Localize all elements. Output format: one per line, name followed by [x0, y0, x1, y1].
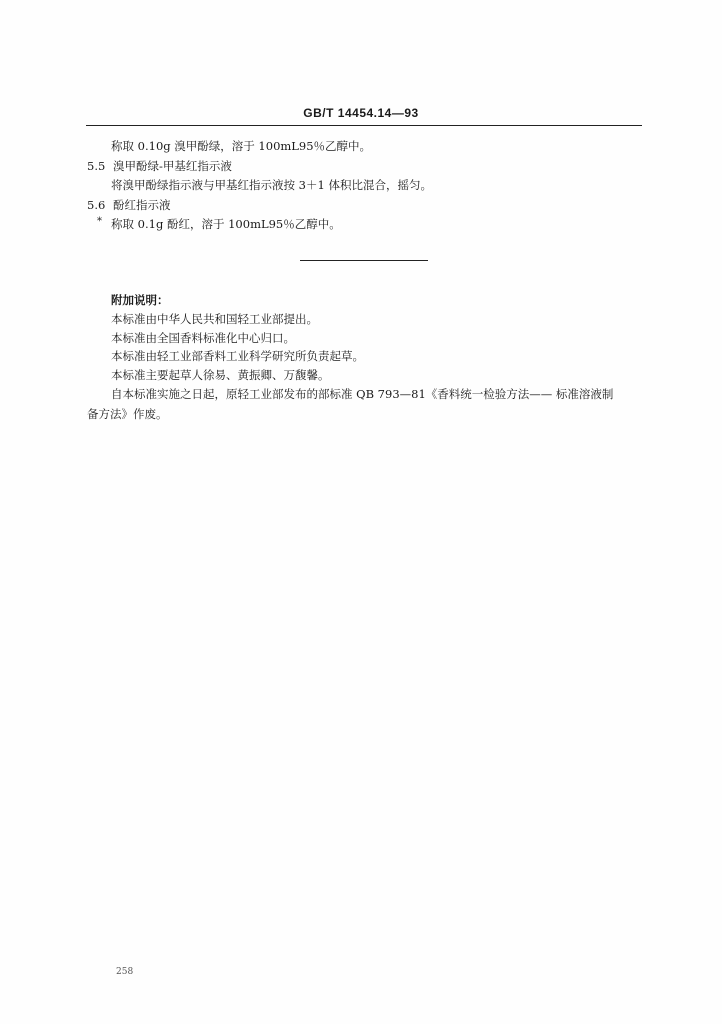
appendix-heading: 附加说明： — [111, 293, 169, 307]
appendix-note-2: 本标准由全国香料标准化中心归口。 — [111, 331, 295, 345]
section-5-5-heading — [87, 158, 232, 174]
asterisk-mark: * — [97, 216, 102, 227]
section-5-5-title: 溴甲酚绿-甲基红指示液 — [113, 159, 232, 173]
section-5-6-heading — [87, 197, 171, 213]
section-5-6-body: 称取 0.1g 酚红，溶于 100mL95％乙醇中。 — [111, 217, 341, 231]
page-number: 258 — [116, 967, 134, 977]
appendix-note-3: 本标准由轻工业部香料工业科学研究所负责起草。 — [111, 349, 364, 363]
paragraph-line-1: 称取 0.10g 溴甲酚绿，溶于 100mL95％乙醇中。 — [111, 139, 372, 153]
section-5-6-number: 5.6 — [87, 198, 106, 212]
section-5-5-body: 将溴甲酚绿指示液与甲基红指示液按 3＋1 体积比混合，摇匀。 — [111, 178, 432, 192]
standard-code-header: GB/T 14454.14—93 — [303, 106, 419, 120]
header-rule — [86, 125, 642, 126]
section-5-5-number: 5.5 — [87, 159, 106, 173]
appendix-note-5-line-1: 自本标准实施之日起，原轻工业部发布的部标准 QB 793—81《香料统一检验方法—— 标准溶液制 — [111, 387, 614, 401]
section-5-6-title: 酚红指示液 — [113, 198, 171, 212]
appendix-note-1: 本标准由中华人民共和国轻工业部提出。 — [111, 312, 318, 326]
appendix-note-4: 本标准主要起草人徐易、黄振卿、万馥馨。 — [111, 368, 330, 382]
section-divider-rule — [300, 260, 428, 261]
appendix-note-5-line-2: 备方法》作废。 — [87, 407, 168, 421]
